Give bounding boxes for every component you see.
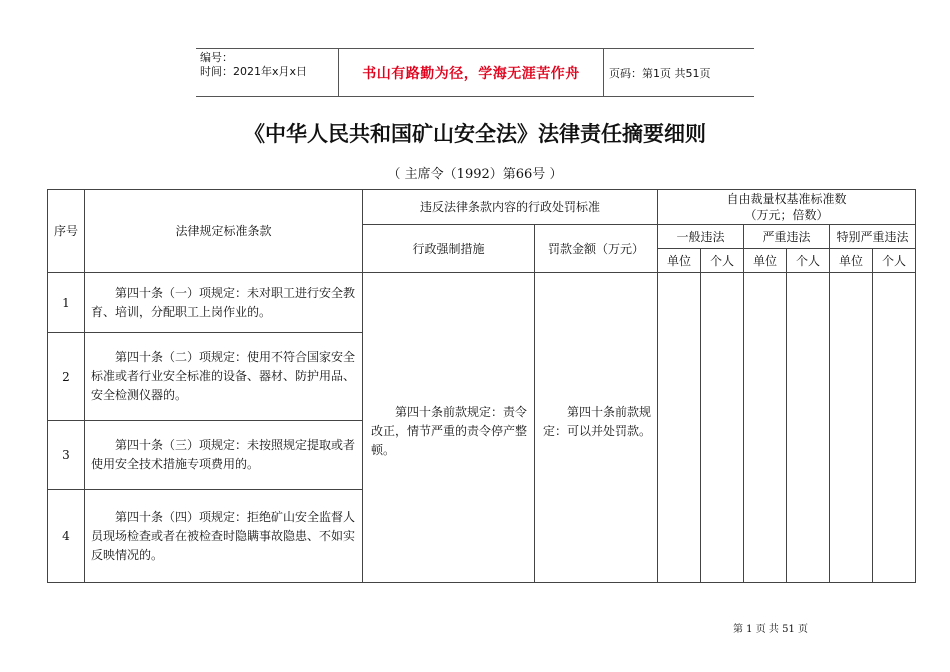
especially-serious-unit-cell [830, 273, 873, 583]
document-header [196, 48, 754, 97]
serious-unit-cell [744, 273, 787, 583]
header-individual: 个人 [787, 249, 830, 273]
merged-fine: 第四十条前款规定：可以并处罚款。 [535, 273, 658, 583]
header-fine-amount: 罚款金额（万元） [535, 225, 658, 273]
discretion-unit: （万元；倍数） [744, 208, 829, 222]
header-admin-measures: 行政强制措施 [363, 225, 535, 273]
general-unit-cell [658, 273, 701, 583]
header-serious: 严重违法 [744, 225, 830, 249]
header-individual: 个人 [873, 249, 916, 273]
table-row [48, 273, 916, 333]
time-label: 时间：2021年x月x日 [200, 65, 308, 78]
row-article: 第四十条（二）项规定：使用不符合国家安全标准或者行业安全标准的设备、器材、防护用品、安全检测仪器的。 [85, 333, 363, 421]
row-seq: 2 [48, 333, 85, 421]
header-penalty-standard: 违反法律条款内容的行政处罚标准 [363, 190, 658, 225]
especially-serious-individual-cell [873, 273, 916, 583]
header-meta [200, 51, 338, 79]
row-article: 第四十条（一）项规定：未对职工进行安全教育、培训，分配职工上岗作业的。 [85, 273, 363, 333]
header-unit: 单位 [658, 249, 701, 273]
header-unit: 单位 [830, 249, 873, 273]
serious-individual-cell [787, 273, 830, 583]
header-discretion [658, 190, 916, 225]
motto: 书山有路勤为径，学海无涯苦作舟 [338, 49, 604, 96]
header-seq: 序号 [48, 190, 85, 273]
row-seq: 3 [48, 421, 85, 490]
number-label: 编号： [200, 51, 233, 64]
header-unit: 单位 [744, 249, 787, 273]
general-individual-cell [701, 273, 744, 583]
row-seq: 1 [48, 273, 85, 333]
row-article: 第四十条（三）项规定：未按照规定提取或者使用安全技术措施专项费用的。 [85, 421, 363, 490]
discretion-title: 自由裁量权基准标准数 [726, 192, 847, 206]
header-individual: 个人 [701, 249, 744, 273]
row-seq: 4 [48, 490, 85, 583]
merged-admin-measure: 第四十条前款规定：责令改正，情节严重的责令停产整顿。 [363, 273, 535, 583]
page-info: 页码：第1页 共51页 [609, 66, 711, 80]
page-footer: 第 1 页 共 51 页 [733, 624, 808, 635]
header-general: 一般违法 [658, 225, 744, 249]
header-especially-serious: 特别严重违法 [830, 225, 916, 249]
header-provision: 法律规定标准条款 [85, 190, 363, 273]
row-article: 第四十条（四）项规定：拒绝矿山安全监督人员现场检查或者在被检查时隐瞒事故隐患、不如实反映情况的。 [85, 490, 363, 583]
page-title: 《中华人民共和国矿山安全法》法律责任摘要细则 [244, 121, 706, 146]
penalty-table [47, 189, 916, 583]
page-subtitle: （ 主席令（1992）第66号 ） [387, 167, 563, 182]
